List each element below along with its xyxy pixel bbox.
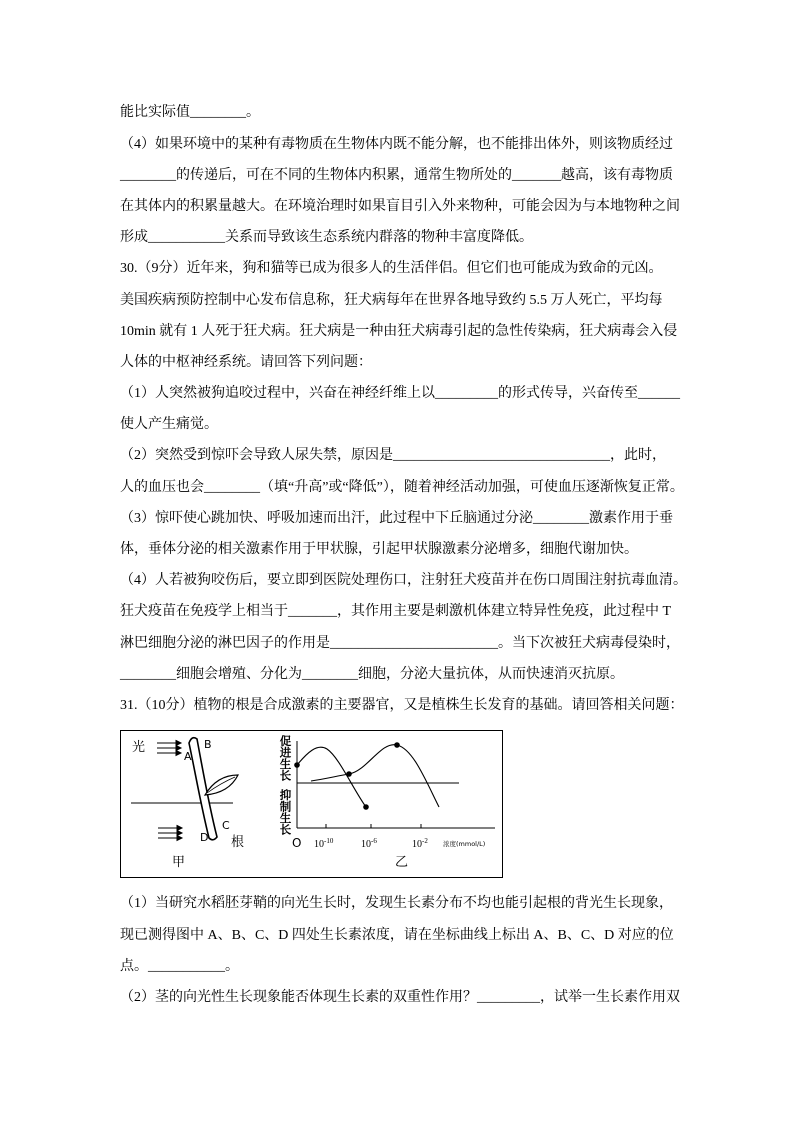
q31-line: 现已测得图中 A、B、C、D 四处生长素浓度，请在坐标曲线上标出 A、B、C、D 对应的位: [120, 927, 674, 943]
q30-line: （2）突然受到惊吓会导致人尿失禁，原因是_______________________________，此时，: [120, 448, 666, 464]
q29-line: （4）如果环境中的某种有毒物质在生物体内既不能分解，也不能排出体外，则该物质经过: [120, 136, 673, 152]
root-label: 根: [231, 835, 245, 850]
point-d-label: D: [200, 831, 209, 844]
y-axis-label-inhibit: 抑制生长: [278, 789, 293, 835]
light-arrows-top: [157, 741, 181, 756]
point-b-label: B: [204, 738, 212, 751]
q29-line: 能比实际值________。: [120, 105, 260, 121]
q31-line: 点。___________。: [120, 958, 239, 974]
q31-line: （2）茎的向光性生长现象能否体现生长素的双重性作用？_________，试举一生长素作用双: [120, 989, 680, 1005]
q30-line: 人体的中枢神经系统。请回答下列问题：: [120, 354, 372, 370]
q31-line: （1）当研究水稻胚芽鞘的向光生长时，发现生长素分布不均也能引起根的背光生长现象，: [120, 896, 673, 912]
figure-caption-jia: 甲: [172, 855, 186, 870]
plant-auxin-figure: [120, 730, 503, 878]
tick-exponent: -2: [422, 837, 428, 845]
arrowhead-icon: [177, 836, 182, 841]
arrowhead-icon: [177, 826, 182, 831]
q30-line: （3）惊吓使心跳加快、呼吸加速而出汗，此过程中下丘脑通过分泌________激素作用于垂: [120, 510, 673, 526]
q29-line: ________的传递后，可在不同的生物体内积累，通常生物所处的_______越高，该有毒物质: [120, 167, 673, 183]
q30-line: （4）人若被狗咬伤后，要立即到医院处理伤口，注射狂犬疫苗并在伤口周围注射抗毒血清。: [120, 573, 687, 589]
q30-line: 使人产生痛觉。: [120, 417, 218, 433]
x-tick-label: [361, 838, 377, 850]
q29-line: 在其体内的积累量越大。在环境治理时如果盲目引入外来物种，可能会因为与本地物种之间: [120, 198, 680, 214]
x-tick-label: [314, 838, 333, 850]
curve-point: [394, 742, 400, 748]
x-axis-unit-label: 浓度(mmol/L): [443, 840, 486, 848]
figure-caption-yi: 乙: [395, 855, 409, 870]
origin-label: O: [292, 836, 302, 850]
tick-exponent: -10: [324, 837, 334, 845]
curve-stem: [311, 745, 439, 807]
q30-line: 狂犬疫苗在免疫学上相当于_______，其作用主要是刺激机体建立特异性免疫，此过程中 T: [120, 604, 672, 620]
q31-title-line: 31.（10分）植物的根是合成激素的主要器官，又是植株生长发育的基础。请回答相关问题：: [120, 697, 684, 713]
tick-base: 10: [412, 839, 422, 850]
curve-point: [294, 762, 300, 768]
q30-line: 淋巴细胞分泌的淋巴因子的作用是________________________。当下次被狂犬病毒侵染时，: [120, 635, 680, 651]
curve-point: [363, 804, 369, 810]
light-label: 光: [132, 740, 146, 755]
arrowhead-icon: [176, 741, 181, 746]
q30-title-line: 30.（9分）近年来，狗和猫等已成为很多人的生活伴侣。但它们也可能成为致命的元凶。: [120, 261, 663, 277]
arrowhead-icon: [176, 746, 181, 751]
q30-line: ________细胞会增殖、分化为________细胞，分泌大量抗体，从而快速消灭抗原。: [120, 666, 624, 682]
light-arrows-bottom: [158, 826, 182, 841]
tick-base: 10: [361, 839, 371, 850]
q30-line: （1）人突然被狗追咬过程中，兴奋在神经纤维上以_________的形式传导，兴奋传至______: [120, 386, 680, 402]
point-c-label: C: [222, 819, 230, 832]
curve-point: [346, 771, 352, 777]
tick-base: 10: [314, 839, 324, 850]
q30-line: 人的血压也会________（填“升高”或“降低”），随着神经活动加强，可使血压逐渐恢复正常。: [120, 479, 684, 495]
y-axis-label-promote: 促进生长: [278, 735, 293, 781]
x-tick-label: [412, 838, 428, 850]
q29-line: 形成___________关系而导致该生态系统内群落的物种丰富度降低。: [120, 230, 533, 246]
arrowhead-icon: [176, 751, 181, 756]
tick-exponent: -6: [371, 837, 377, 845]
exam-text-upper: [120, 97, 687, 721]
exam-text-lower: [120, 888, 680, 1013]
q30-line: 10min 就有 1 人死于狂犬病。狂犬病是一种由狂犬病毒引起的急性传染病，狂犬病毒会入侵: [120, 323, 678, 339]
arrowhead-icon: [177, 831, 182, 836]
point-a-label: A: [184, 750, 192, 763]
q30-line: 美国疾病预防控制中心发布信息称，狂犬病每年在世界各地导致约 5.5 万人死亡，平均每: [120, 292, 663, 308]
q30-line: 体，垂体分泌的相关激素作用于甲状腺，引起甲状腺激素分泌增多，细胞代谢加快。: [120, 542, 638, 558]
